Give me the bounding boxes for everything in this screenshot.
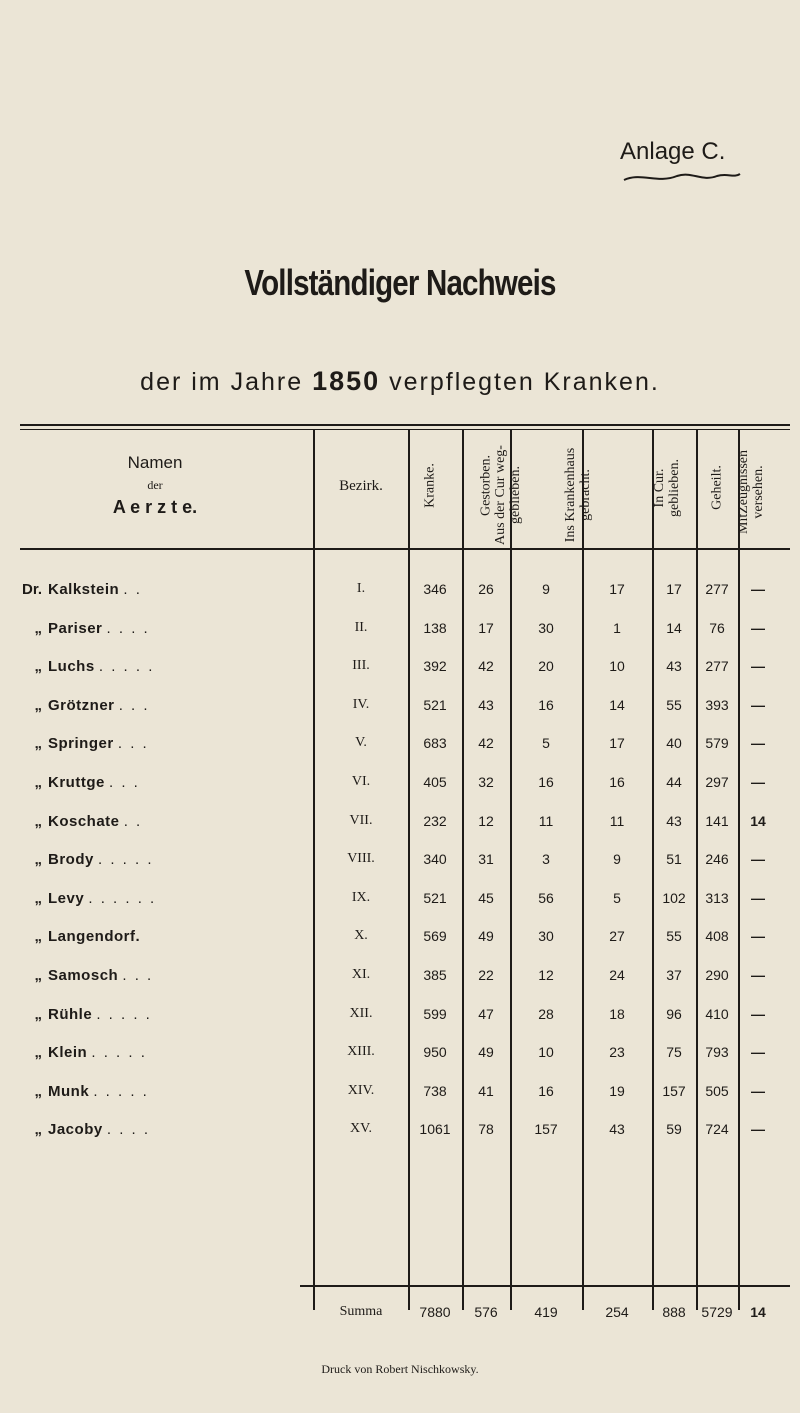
col-rule-6: [652, 430, 654, 1310]
cell-kranke: 232: [423, 813, 447, 829]
cell-geheilt: 579: [705, 735, 729, 751]
doctor-name-cell: [0, 851, 310, 868]
name-prefix: „: [34, 1044, 42, 1061]
cell-zeugnisse: —: [751, 1044, 765, 1060]
cell-bezirk: XIII.: [347, 1044, 375, 1059]
doctor-name: Pariser: [48, 620, 103, 637]
cell-geheilt: 290: [705, 967, 729, 983]
cell-gestorben: 17: [478, 620, 494, 636]
cell-weg: 30: [538, 928, 554, 944]
cell-zeugnisse: —: [751, 581, 765, 597]
table-top-rule-2: [20, 429, 790, 430]
col-rule-4: [510, 430, 512, 1310]
name-prefix: „: [34, 735, 42, 752]
cell-krankenhaus: 19: [609, 1083, 625, 1099]
leader-dots: . . . . .: [96, 1006, 152, 1023]
cell-krankenhaus: 23: [609, 1044, 625, 1060]
cell-kranke: 405: [423, 774, 447, 790]
cell-in-cur: 17: [666, 581, 682, 597]
cell-kranke: 385: [423, 967, 447, 983]
header-name-line2: der: [147, 478, 163, 492]
cell-krankenhaus: 16: [609, 774, 625, 790]
doctor-name-cell: [0, 658, 310, 675]
cell-gestorben: 41: [478, 1083, 494, 1099]
doctor-name-cell: [0, 890, 310, 907]
cell-gestorben: 31: [478, 851, 494, 867]
cell-kranke: 138: [423, 620, 447, 636]
cell-krankenhaus: 9: [613, 851, 621, 867]
col-rule-8: [738, 430, 740, 1310]
cell-zeugnisse: —: [751, 967, 765, 983]
doctor-name: Klein: [48, 1044, 88, 1061]
summa-weg: 419: [534, 1304, 558, 1320]
cell-weg: 16: [538, 1083, 554, 1099]
name-prefix: „: [34, 813, 42, 830]
cell-bezirk: II.: [354, 620, 368, 635]
doctor-name-cell: [0, 774, 310, 791]
cell-krankenhaus: 11: [609, 813, 625, 829]
cell-krankenhaus: 18: [609, 1006, 625, 1022]
summa-gestorben: 576: [474, 1304, 498, 1320]
cell-weg: 9: [542, 581, 550, 597]
doctor-name-cell: [0, 1121, 310, 1138]
leader-dots: . .: [123, 581, 142, 598]
cell-weg: 16: [538, 774, 554, 790]
cell-gestorben: 42: [478, 658, 494, 674]
header-krankenhaus: Ins Krankenhaus gebracht.: [563, 447, 593, 543]
cell-weg: 16: [538, 697, 554, 713]
cell-gestorben: 32: [478, 774, 494, 790]
cell-kranke: 521: [423, 697, 447, 713]
cell-weg: 56: [538, 890, 554, 906]
name-prefix: „: [34, 928, 42, 945]
cell-geheilt: 246: [705, 851, 729, 867]
col-rule-3: [462, 430, 464, 1310]
doctor-name: Brody: [48, 851, 94, 868]
summa-krankenhaus: 254: [605, 1304, 629, 1320]
doctor-name-cell: [0, 1044, 310, 1061]
name-prefix: „: [34, 658, 42, 675]
table-summa-rule: [300, 1285, 790, 1287]
summa-in-cur: 888: [662, 1304, 686, 1320]
cell-kranke: 738: [423, 1083, 447, 1099]
cell-zeugnisse: —: [751, 851, 765, 867]
cell-weg: 20: [538, 658, 554, 674]
cell-geheilt: 297: [705, 774, 729, 790]
cell-bezirk: VI.: [351, 774, 371, 789]
doctor-name: Levy: [48, 890, 85, 907]
cell-kranke: 346: [423, 581, 447, 597]
leader-dots: . . . . .: [91, 1044, 147, 1061]
cell-zeugnisse: —: [751, 890, 765, 906]
summa-label: Summa: [339, 1304, 383, 1319]
header-name: [40, 452, 270, 518]
header-bezirk: Bezirk.: [339, 478, 383, 494]
cell-in-cur: 157: [662, 1083, 686, 1099]
cell-krankenhaus: 17: [609, 581, 625, 597]
cell-geheilt: 408: [705, 928, 729, 944]
cell-kranke: 569: [423, 928, 447, 944]
header-name-line1: Namen: [127, 453, 183, 472]
cell-gestorben: 43: [478, 697, 494, 713]
leader-dots: . . . . .: [98, 658, 155, 675]
cell-zeugnisse: —: [751, 1083, 765, 1099]
doctor-name: Kruttge: [48, 774, 105, 791]
doctor-name: Jacoby: [48, 1121, 103, 1138]
doctor-name-cell: [0, 581, 310, 598]
subtitle-year: 1850: [312, 366, 381, 396]
cell-krankenhaus: 14: [609, 697, 625, 713]
col-rule-2: [408, 430, 410, 1310]
printer-imprint: Druck von Robert Nischkowsky.: [321, 1362, 479, 1376]
doctor-name: Grötzner: [48, 697, 115, 714]
col-rule-5: [582, 430, 584, 1310]
leader-dots: . . . . . .: [88, 890, 157, 907]
header-in-cur: In Cur. geblieben.: [652, 459, 682, 517]
name-prefix: „: [34, 774, 42, 791]
col-rule-1: [313, 430, 315, 1310]
cell-geheilt: 393: [705, 697, 729, 713]
doctor-name: Kalkstein: [48, 581, 120, 598]
cell-in-cur: 96: [666, 1006, 682, 1022]
cell-krankenhaus: 17: [609, 735, 625, 751]
cell-zeugnisse: —: [751, 697, 765, 713]
cell-bezirk: XIV.: [347, 1083, 375, 1098]
cell-geheilt: 277: [705, 658, 729, 674]
name-prefix: „: [34, 967, 42, 984]
cell-in-cur: 55: [666, 697, 682, 713]
cell-bezirk: VIII.: [347, 851, 375, 866]
cell-in-cur: 102: [662, 890, 686, 906]
cell-geheilt: 76: [709, 620, 725, 636]
cell-weg: 3: [542, 851, 550, 867]
cell-gestorben: 12: [478, 813, 494, 829]
cell-bezirk: VII.: [349, 813, 373, 828]
cell-bezirk: I.: [356, 581, 366, 596]
annex-label: Anlage C.: [620, 138, 726, 165]
cell-bezirk: XV.: [350, 1121, 372, 1136]
cell-weg: 30: [538, 620, 554, 636]
cell-kranke: 683: [423, 735, 447, 751]
cell-bezirk: IX.: [351, 890, 371, 905]
cell-kranke: 392: [423, 658, 447, 674]
cell-geheilt: 277: [705, 581, 729, 597]
cell-gestorben: 45: [478, 890, 494, 906]
leader-dots: . .: [123, 813, 143, 830]
cell-kranke: 1061: [419, 1121, 451, 1137]
name-prefix: „: [34, 620, 42, 637]
cell-kranke: 599: [423, 1006, 447, 1022]
cell-bezirk: XI.: [351, 967, 371, 982]
cell-zeugnisse: 14: [750, 813, 766, 829]
ornament-swash-icon: [622, 170, 742, 184]
cell-weg: 28: [538, 1006, 554, 1022]
header-gestorben: Gestorben.: [478, 454, 494, 517]
cell-zeugnisse: —: [751, 735, 765, 751]
summa-geheilt: 5729: [701, 1304, 733, 1320]
cell-gestorben: 78: [478, 1121, 494, 1137]
doctor-name-cell: [0, 928, 310, 945]
cell-gestorben: 42: [478, 735, 494, 751]
cell-krankenhaus: 43: [609, 1121, 625, 1137]
leader-dots: . . .: [117, 735, 149, 752]
summa-zeugnisse: 14: [750, 1304, 766, 1320]
name-prefix: „: [34, 851, 42, 868]
leader-dots: . . .: [122, 967, 154, 984]
cell-geheilt: 313: [705, 890, 729, 906]
cell-gestorben: 22: [478, 967, 494, 983]
cell-geheilt: 724: [705, 1121, 729, 1137]
cell-weg: 12: [538, 967, 554, 983]
cell-krankenhaus: 5: [613, 890, 621, 906]
cell-geheilt: 793: [705, 1044, 729, 1060]
name-prefix: Dr.: [21, 581, 42, 598]
cell-kranke: 521: [423, 890, 447, 906]
cell-weg: 5: [542, 735, 550, 751]
cell-krankenhaus: 27: [609, 928, 625, 944]
leader-dots: . . . . .: [93, 1083, 149, 1100]
table-top-rule: [20, 424, 790, 426]
document-title: Vollständiger Nachweis: [244, 262, 556, 303]
cell-zeugnisse: —: [751, 928, 765, 944]
name-prefix: „: [34, 1083, 42, 1100]
leader-dots: . . . .: [106, 620, 150, 637]
cell-kranke: 950: [423, 1044, 447, 1060]
doctor-name-cell: [0, 813, 310, 830]
cell-weg: 11: [538, 813, 554, 829]
cell-weg: 10: [538, 1044, 554, 1060]
cell-bezirk: X.: [354, 928, 368, 943]
doctor-name: Springer: [48, 735, 114, 752]
subtitle-pre: der im Jahre: [140, 368, 304, 396]
header-aus-der-cur: Aus der Cur weg- geblieben.: [493, 445, 523, 545]
cell-zeugnisse: —: [751, 774, 765, 790]
header-name-line3: A e r z t e.: [112, 497, 198, 517]
cell-kranke: 340: [423, 851, 447, 867]
cell-in-cur: 59: [666, 1121, 682, 1137]
doctor-name: Munk: [48, 1083, 90, 1100]
leader-dots: . . .: [118, 697, 150, 714]
cell-zeugnisse: —: [751, 658, 765, 674]
leader-dots: . . . . .: [98, 851, 154, 868]
cell-weg: 157: [534, 1121, 558, 1137]
doctor-name: Luchs: [48, 658, 95, 675]
doctor-name-cell: [0, 1006, 310, 1023]
col-rule-7: [696, 430, 698, 1310]
cell-in-cur: 51: [666, 851, 682, 867]
name-prefix: „: [34, 1121, 42, 1138]
doctor-name: Langendorf.: [48, 928, 141, 945]
cell-in-cur: 44: [666, 774, 682, 790]
cell-gestorben: 49: [478, 928, 494, 944]
doctor-name: Rühle: [48, 1006, 93, 1023]
cell-gestorben: 47: [478, 1006, 494, 1022]
cell-geheilt: 505: [705, 1083, 729, 1099]
cell-krankenhaus: 24: [609, 967, 625, 983]
cell-bezirk: XII.: [349, 1006, 373, 1021]
cell-zeugnisse: —: [751, 1121, 765, 1137]
cell-geheilt: 410: [705, 1006, 729, 1022]
name-prefix: „: [34, 1006, 42, 1023]
doctor-name-cell: [0, 1083, 310, 1100]
cell-gestorben: 49: [478, 1044, 494, 1060]
cell-in-cur: 55: [666, 928, 682, 944]
cell-in-cur: 40: [666, 735, 682, 751]
table-header-rule: [20, 548, 790, 550]
cell-in-cur: 14: [666, 620, 682, 636]
doctor-name-cell: [0, 620, 310, 637]
name-prefix: „: [34, 697, 42, 714]
cell-bezirk: V.: [355, 735, 367, 750]
header-geheilt: Geheilt.: [709, 465, 725, 510]
leader-dots: . . . .: [106, 1121, 151, 1138]
cell-in-cur: 43: [666, 813, 682, 829]
cell-bezirk: III.: [352, 658, 370, 673]
doctor-name: Koschate: [48, 813, 120, 830]
leader-dots: . . .: [109, 774, 140, 791]
cell-in-cur: 43: [666, 658, 682, 674]
document-subtitle: [0, 366, 800, 397]
cell-krankenhaus: 1: [613, 620, 621, 636]
subtitle-post: verpflegten Kranken.: [389, 368, 660, 396]
cell-geheilt: 141: [705, 813, 729, 829]
doctor-name-cell: [0, 967, 310, 984]
cell-zeugnisse: —: [751, 620, 765, 636]
cell-in-cur: 75: [666, 1044, 682, 1060]
header-kranke: Kranke.: [422, 463, 438, 508]
doctor-name-cell: [0, 735, 310, 752]
cell-gestorben: 26: [478, 581, 494, 597]
doctor-name: Samosch: [48, 967, 119, 984]
cell-krankenhaus: 10: [609, 658, 625, 674]
header-zeugnisse: MitZeugnissen versehen.: [736, 450, 766, 534]
name-prefix: „: [34, 890, 42, 907]
summa-kranke: 7880: [419, 1304, 451, 1320]
doctor-name-cell: [0, 697, 310, 714]
cell-zeugnisse: —: [751, 1006, 765, 1022]
cell-bezirk: IV.: [352, 697, 370, 712]
cell-in-cur: 37: [666, 967, 682, 983]
